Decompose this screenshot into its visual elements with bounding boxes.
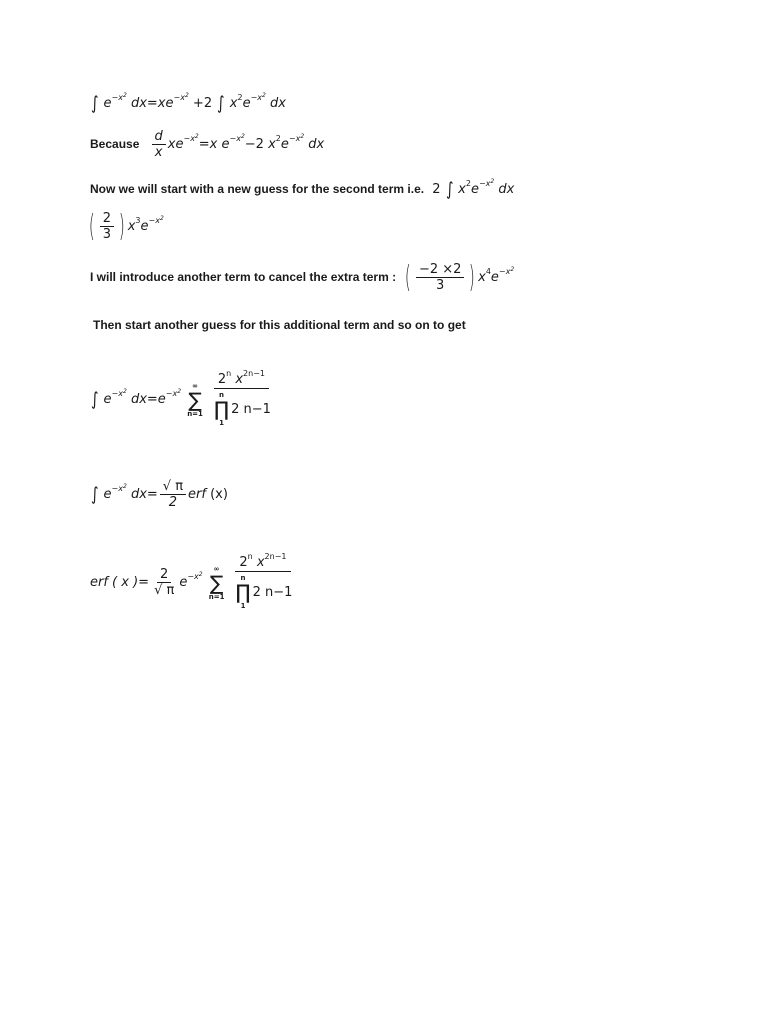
series-fraction bbox=[229, 552, 296, 610]
exp-neg-x: −x bbox=[111, 484, 123, 493]
product-term: 2 n−1 bbox=[252, 584, 293, 600]
exp-neg-x: −x bbox=[173, 93, 185, 102]
equation-because: Because $\frac{d}{x}$ $xe^{-x^2}=x$ $e^{-x^2}-2$ $x^2e^{-x^2}$ dx bbox=[90, 129, 325, 160]
e-symbol: e bbox=[179, 575, 188, 590]
introduce-line: I will introduce another term to cancel the extra term : ( $\frac{-2 \times 2}{3}$ ) $x^4e^{-x^2}$ bbox=[90, 259, 515, 295]
frac-den: 2 bbox=[168, 495, 178, 510]
new-guess-line bbox=[90, 179, 514, 200]
exp-square: 2 bbox=[122, 388, 127, 395]
product bbox=[214, 391, 229, 427]
exp-neg-x: −x bbox=[111, 93, 123, 102]
x-symbol: x bbox=[229, 96, 238, 111]
frac-num: −2 ×2 bbox=[416, 263, 464, 278]
derivative-fraction bbox=[152, 130, 166, 159]
derivative-num: d bbox=[152, 130, 166, 145]
integral-sign: ∫ bbox=[90, 484, 99, 505]
x-symbol: x bbox=[157, 96, 166, 111]
prod-upper: n bbox=[219, 391, 224, 399]
x-symbol: x bbox=[478, 270, 486, 285]
equation-integration-by-parts: ∫ $e^{-x^2}$ $dx=xe^{-x^2} +2$ ∫ $x^2e^{-x^2}$ dx bbox=[90, 92, 286, 114]
dx-symbol: dx bbox=[130, 487, 147, 502]
summation bbox=[209, 565, 225, 601]
prod-lower: 1 bbox=[240, 602, 246, 610]
e-symbol: e bbox=[221, 137, 230, 152]
x-symbol: x bbox=[268, 137, 276, 152]
x-symbol: x bbox=[256, 555, 265, 570]
integral-sign: ∫ bbox=[90, 389, 99, 410]
derivative-den: x bbox=[154, 145, 163, 160]
exp-square: 2 bbox=[194, 133, 199, 140]
equation-erf: ∫ $e^{-x^2}$ dx= $\frac{√ \pi}{2}$ erf (x) bbox=[90, 479, 228, 510]
because-label: Because bbox=[90, 137, 140, 151]
exp-neg-x: −x bbox=[478, 179, 491, 188]
e-symbol: e bbox=[140, 219, 149, 234]
prod-upper: n bbox=[240, 574, 246, 582]
fraction-neg2x2-3 bbox=[416, 263, 464, 292]
exp-square: 2 bbox=[122, 483, 127, 490]
series-fraction bbox=[208, 369, 275, 427]
pi-product-symbol: ∏ bbox=[235, 580, 251, 604]
prod-lower: 1 bbox=[219, 419, 224, 427]
e-symbol: e bbox=[175, 137, 184, 152]
dx-symbol: dx bbox=[130, 392, 147, 407]
base-2: 2 bbox=[239, 555, 248, 570]
power: 2 bbox=[465, 179, 471, 188]
exp-square: 2 bbox=[184, 92, 189, 99]
power-n: n bbox=[226, 369, 232, 378]
guess-term: ( $\frac{2}{3}$ ) $x^3e^{-x^2}$ bbox=[88, 208, 164, 244]
erf-function: erf bbox=[188, 487, 206, 502]
frac-den: 3 bbox=[102, 227, 111, 242]
dx-symbol: dx bbox=[308, 137, 325, 152]
exp-neg-x: −x bbox=[183, 134, 195, 143]
exp-neg-x: −x bbox=[148, 216, 160, 225]
coefficient: 2 bbox=[203, 96, 213, 111]
x-symbol: x bbox=[235, 372, 244, 387]
base-2: 2 bbox=[217, 372, 227, 387]
exp-square: 2 bbox=[240, 133, 245, 140]
exp-square: 2 bbox=[177, 388, 182, 395]
x-symbol: x bbox=[209, 137, 218, 152]
e-symbol: e bbox=[280, 137, 289, 152]
power: 2 bbox=[275, 134, 281, 143]
frac-num: 2 bbox=[157, 568, 171, 583]
sum-lower: n=1 bbox=[208, 592, 225, 601]
frac-num: 2 bbox=[100, 212, 114, 227]
x-symbol: x bbox=[127, 219, 136, 234]
introduce-text: I will introduce another term to cancel the extra term : bbox=[90, 270, 397, 284]
power-2n-1: 2n−1 bbox=[264, 552, 287, 561]
exp-square: 2 bbox=[490, 178, 495, 185]
sum-lower: n=1 bbox=[187, 409, 203, 418]
sigma-symbol: ∑ bbox=[209, 570, 224, 595]
two-over-sqrt-pi bbox=[151, 568, 177, 597]
exp-neg-x: −x bbox=[288, 134, 301, 143]
e-symbol: e bbox=[103, 487, 112, 502]
exp-square: 2 bbox=[122, 92, 127, 99]
e-symbol: e bbox=[470, 182, 479, 197]
power: 4 bbox=[485, 267, 491, 276]
e-symbol: e bbox=[157, 392, 166, 407]
power-2n-1: 2n−1 bbox=[243, 369, 265, 378]
product bbox=[235, 574, 250, 610]
integral-sign: ∫ bbox=[90, 93, 99, 114]
sigma-symbol: ∑ bbox=[188, 387, 202, 412]
equation-erf-series: erf ( x )= $\frac{2}{√ \pi}$ $e^{-x^2}$ ∞ ∑ n=1 2$^n$ $x^{2n-1}$ n ∏ 1 2 n−1 bbox=[90, 555, 296, 610]
integral-sign: ∫ bbox=[445, 179, 454, 200]
new-guess-text: Now we will start with a new guess for the second term i.e. bbox=[90, 182, 425, 196]
fraction-2-3 bbox=[100, 212, 114, 241]
frac-den: √ π bbox=[154, 583, 175, 598]
x-symbol: x bbox=[458, 182, 466, 197]
frac-den: 3 bbox=[436, 278, 445, 293]
erf-x: erf ( x ) bbox=[90, 575, 139, 590]
e-symbol: e bbox=[242, 96, 251, 111]
summation bbox=[187, 382, 203, 418]
sum-upper: ∞ bbox=[213, 564, 220, 573]
sum-upper: ∞ bbox=[192, 381, 198, 390]
e-symbol: e bbox=[103, 96, 112, 111]
exp-square: 2 bbox=[159, 215, 164, 222]
x-symbol: x bbox=[167, 137, 176, 152]
power: 2 bbox=[237, 93, 243, 102]
product-term: 2 n−1 bbox=[231, 401, 271, 417]
then-line: Then start another guess for this additional term and so on to get bbox=[93, 318, 466, 332]
frac-num: √ π bbox=[160, 480, 186, 495]
e-symbol: e bbox=[165, 96, 174, 111]
power: 3 bbox=[135, 216, 141, 225]
integral-sign: ∫ bbox=[217, 93, 225, 114]
e-symbol: e bbox=[103, 392, 112, 407]
sqrt-pi-over-2 bbox=[160, 480, 186, 509]
exp-neg-x: −x bbox=[165, 389, 178, 398]
exp-neg-x: −x bbox=[498, 267, 511, 276]
exp-square: 2 bbox=[300, 133, 305, 140]
power-n: n bbox=[247, 552, 253, 561]
exp-neg-x: −x bbox=[250, 93, 262, 102]
dx-symbol: dx bbox=[269, 96, 286, 111]
e-symbol: e bbox=[490, 270, 499, 285]
exp-square: 2 bbox=[198, 571, 203, 578]
exp-square: 2 bbox=[510, 266, 515, 273]
exp-neg-x: −x bbox=[229, 134, 241, 143]
exp-neg-x: −x bbox=[111, 389, 123, 398]
exp-square: 2 bbox=[262, 92, 266, 99]
exp-neg-x: −x bbox=[187, 572, 199, 581]
equation-series: ∫ $e^{-x^2}$ $dx=e^{-x^2}$ ∞ ∑ n=1 2$^n$ $x^{2n-1}$ n ∏ 1 2 n−1 bbox=[90, 372, 275, 427]
erf-argument: (x) bbox=[210, 487, 228, 502]
coefficient: 2 bbox=[432, 182, 441, 197]
dx-symbol: dx bbox=[498, 182, 515, 197]
pi-product-symbol: ∏ bbox=[213, 397, 230, 421]
dx-symbol: dx bbox=[130, 96, 147, 111]
